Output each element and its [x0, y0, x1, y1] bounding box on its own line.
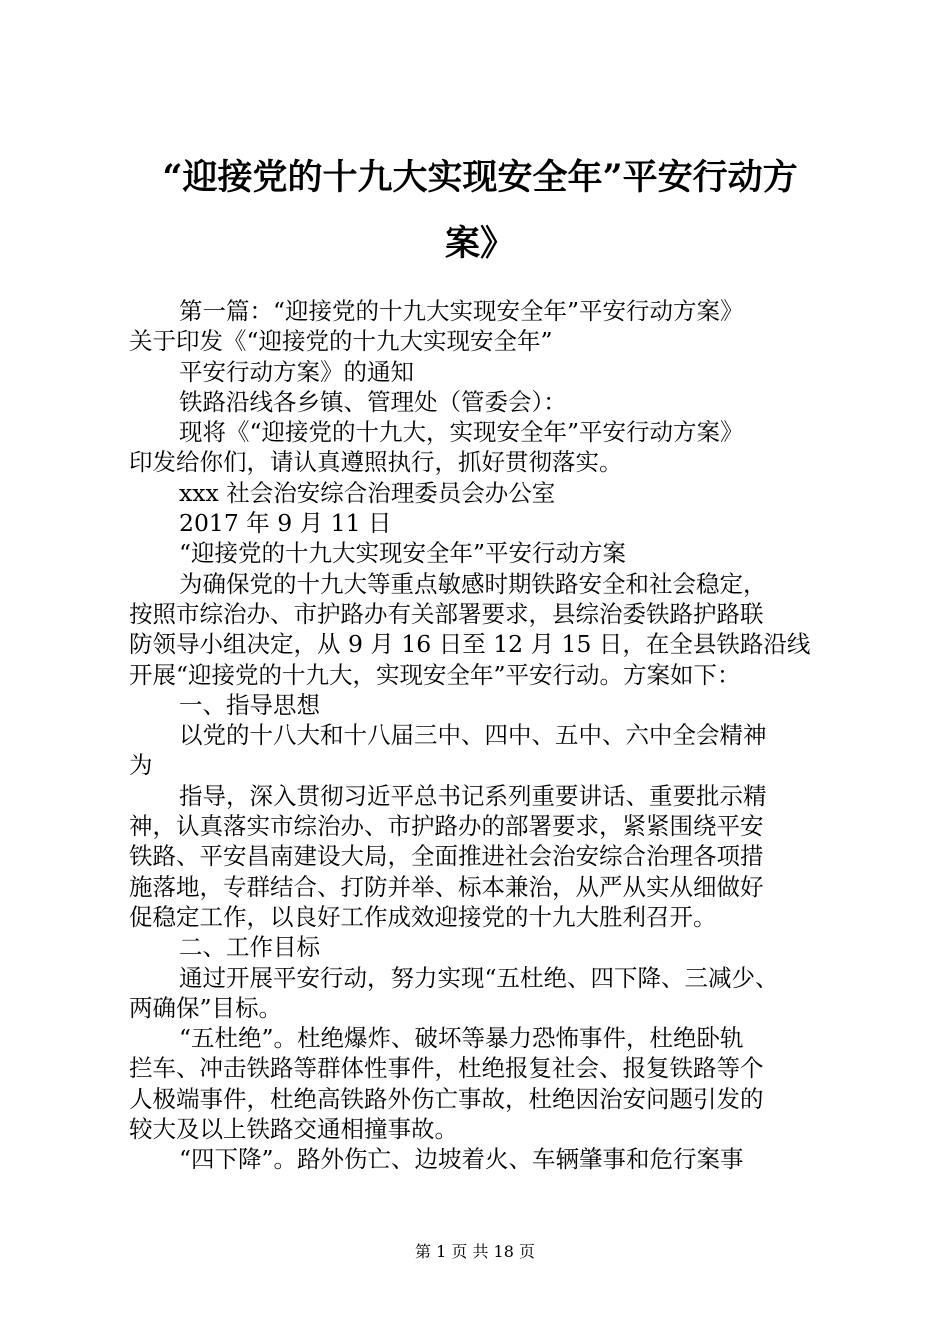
body-text-line: 人极端事件，杜绝高铁路外伤亡事故，杜绝因治安问题引发的 — [129, 1084, 764, 1113]
body-text-line: 神，认真落实市综治办、市护路办的部署要求，紧紧围绕平安 — [129, 812, 764, 841]
body-text-line: 较大及以上铁路交通相撞事故。 — [129, 1115, 458, 1144]
document-body — [129, 296, 844, 1175]
body-text-line: “五杜绝”。杜绝爆炸、破坏等暴力恐怖事件，杜绝卧轨 — [179, 1024, 744, 1053]
body-text-line: 平安行动方案》的通知 — [179, 357, 414, 386]
body-text-line: 2017 年 9 月 11 日 — [179, 509, 392, 538]
body-text-line: 二、工作目标 — [179, 933, 320, 962]
document-title-line-1: “迎接党的十九大实现安全年”平安行动方 — [162, 157, 798, 198]
body-text-line: 印发给你们，请认真遵照执行，抓好贯彻落实。 — [129, 448, 623, 477]
body-text-line: 为确保党的十九大等重点敏感时期铁路安全和社会稳定， — [179, 569, 767, 598]
body-text-line: 现将《“迎接党的十九大，实现安全年”平安行动方案》 — [179, 418, 744, 447]
body-text-line: 铁路、平安昌南建设大局，全面推进社会治安综合治理各项措 — [129, 842, 764, 871]
body-text-line: 促稳定工作，以良好工作成效迎接党的十九大胜利召开。 — [129, 902, 717, 931]
body-text-line: 通过开展平安行动，努力实现“五杜绝、四下降、三减少、 — [179, 963, 779, 992]
body-text-line: 指导，深入贯彻习近平总书记系列重要讲话、重要批示精 — [179, 781, 767, 810]
body-text-line: 拦车、冲击铁路等群体性事件，杜绝报复社会、报复铁路等个 — [129, 1054, 764, 1083]
body-text-line: 铁路沿线各乡镇、管理处（管委会）： — [179, 387, 567, 416]
page-footer: 第 1 页 共 18 页 — [415, 1242, 535, 1261]
body-text-line: 按照市综治办、市护路办有关部署要求，县综治委铁路护路联 — [129, 599, 764, 628]
body-text-line: 以党的十八大和十八届三中、四中、五中、六中全会精神 — [179, 721, 767, 750]
body-text-line: xxx 社会治安综合治理委员会办公室 — [179, 478, 556, 507]
body-text-line: “四下降”。路外伤亡、边坡着火、车辆肇事和危行案事 — [179, 1145, 744, 1174]
body-text-line: 防领导小组决定，从 9 月 16 日至 12 月 15 日，在全县铁路沿线 — [129, 630, 811, 659]
body-text-line: 为 — [129, 751, 153, 780]
document-title-line-2: 案》 — [444, 223, 515, 264]
body-text-line: “迎接党的十九大实现安全年”平安行动方案 — [179, 539, 627, 568]
body-text-line: 第一篇：“迎接党的十九大实现安全年”平安行动方案》 — [179, 297, 744, 325]
body-text-line: 一、指导思想 — [179, 690, 320, 719]
body-text-line: 两确保”目标。 — [129, 993, 283, 1022]
body-text-line: 施落地，专群结合、打防并举、标本兼治，从严从实从细做好 — [129, 872, 764, 901]
body-text-line: 开展“迎接党的十九大，实现安全年”平安行动。方案如下： — [129, 660, 741, 689]
body-text-line: 关于印发《“迎接党的十九大实现安全年” — [129, 327, 553, 356]
